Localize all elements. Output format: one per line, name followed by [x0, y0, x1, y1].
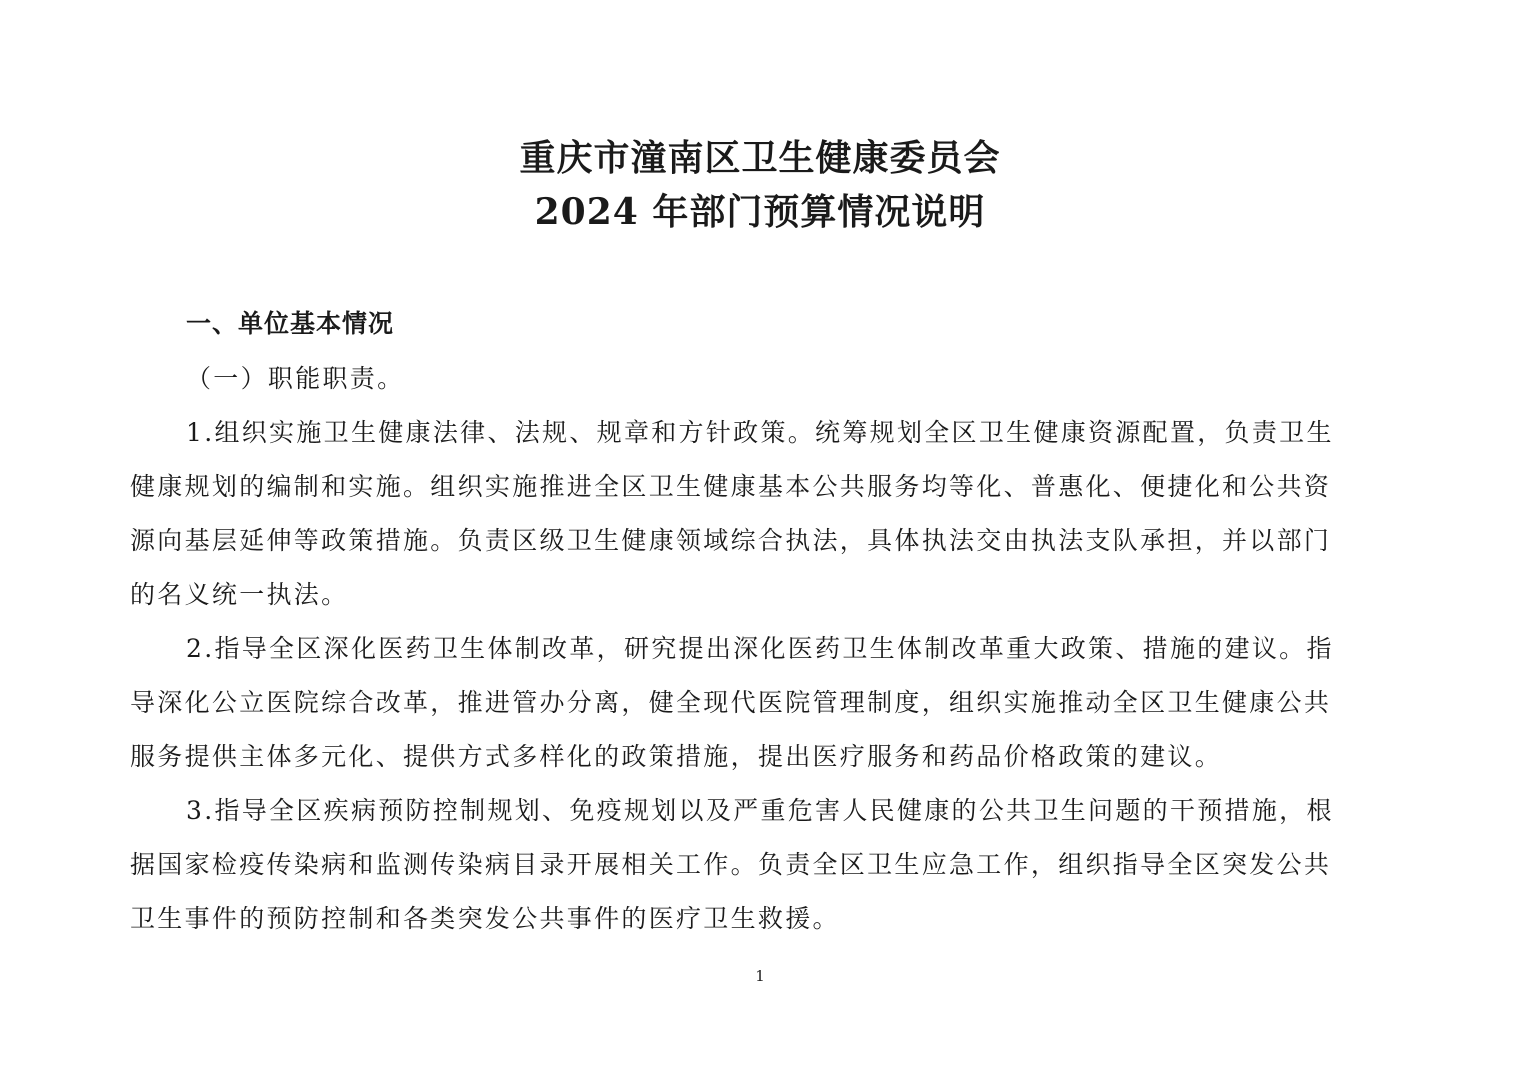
paragraph-1-line-2: 健康规划的编制和实施。组织实施推进全区卫生健康基本公共服务均等化、普惠化、便捷化和公共资	[130, 472, 1332, 501]
paragraph-2-line-3: 服务提供主体多元化、提供方式多样化的政策措施，提出医疗服务和药品价格政策的建议。	[130, 742, 1223, 771]
page-number: 1	[755, 967, 765, 985]
paragraph-3-line-1: 3.指导全区疾病预防控制规划、免疫规划以及严重危害人民健康的公共卫生问题的干预措施，根	[186, 796, 1334, 825]
paragraph-1-line-4: 的名义统一执法。	[130, 580, 349, 609]
paragraph-2-line-1: 2.指导全区深化医药卫生体制改革，研究提出深化医药卫生体制改革重大政策、措施的建议。指	[186, 634, 1334, 663]
paragraph-3-line-3: 卫生事件的预防控制和各类突发公共事件的医疗卫生救援。	[130, 904, 840, 933]
document-title-line1: 重庆市潼南区卫生健康委员会	[519, 137, 1001, 179]
paragraph-2-line-2: 导深化公立医院综合改革，推进管办分离，健全现代医院管理制度，组织实施推动全区卫生健康公共	[130, 688, 1332, 717]
section-heading: 一、单位基本情况	[186, 309, 395, 338]
paragraph-1-line-3: 源向基层延伸等政策措施。负责区级卫生健康领域综合执法，具体执法交由执法支队承担，并以部门	[130, 526, 1332, 555]
subsection-heading: （一）职能职责。	[186, 364, 405, 393]
paragraph-3-line-2: 据国家检疫传染病和监测传染病目录开展相关工作。负责全区卫生应急工作，组织指导全区突发公共	[130, 850, 1332, 879]
paragraph-1-line-1: 1.组织实施卫生健康法律、法规、规章和方针政策。统筹规划全区卫生健康资源配置，负责卫生	[186, 418, 1334, 447]
document-title-line2: 2024 年部门预算情况说明	[534, 191, 986, 233]
